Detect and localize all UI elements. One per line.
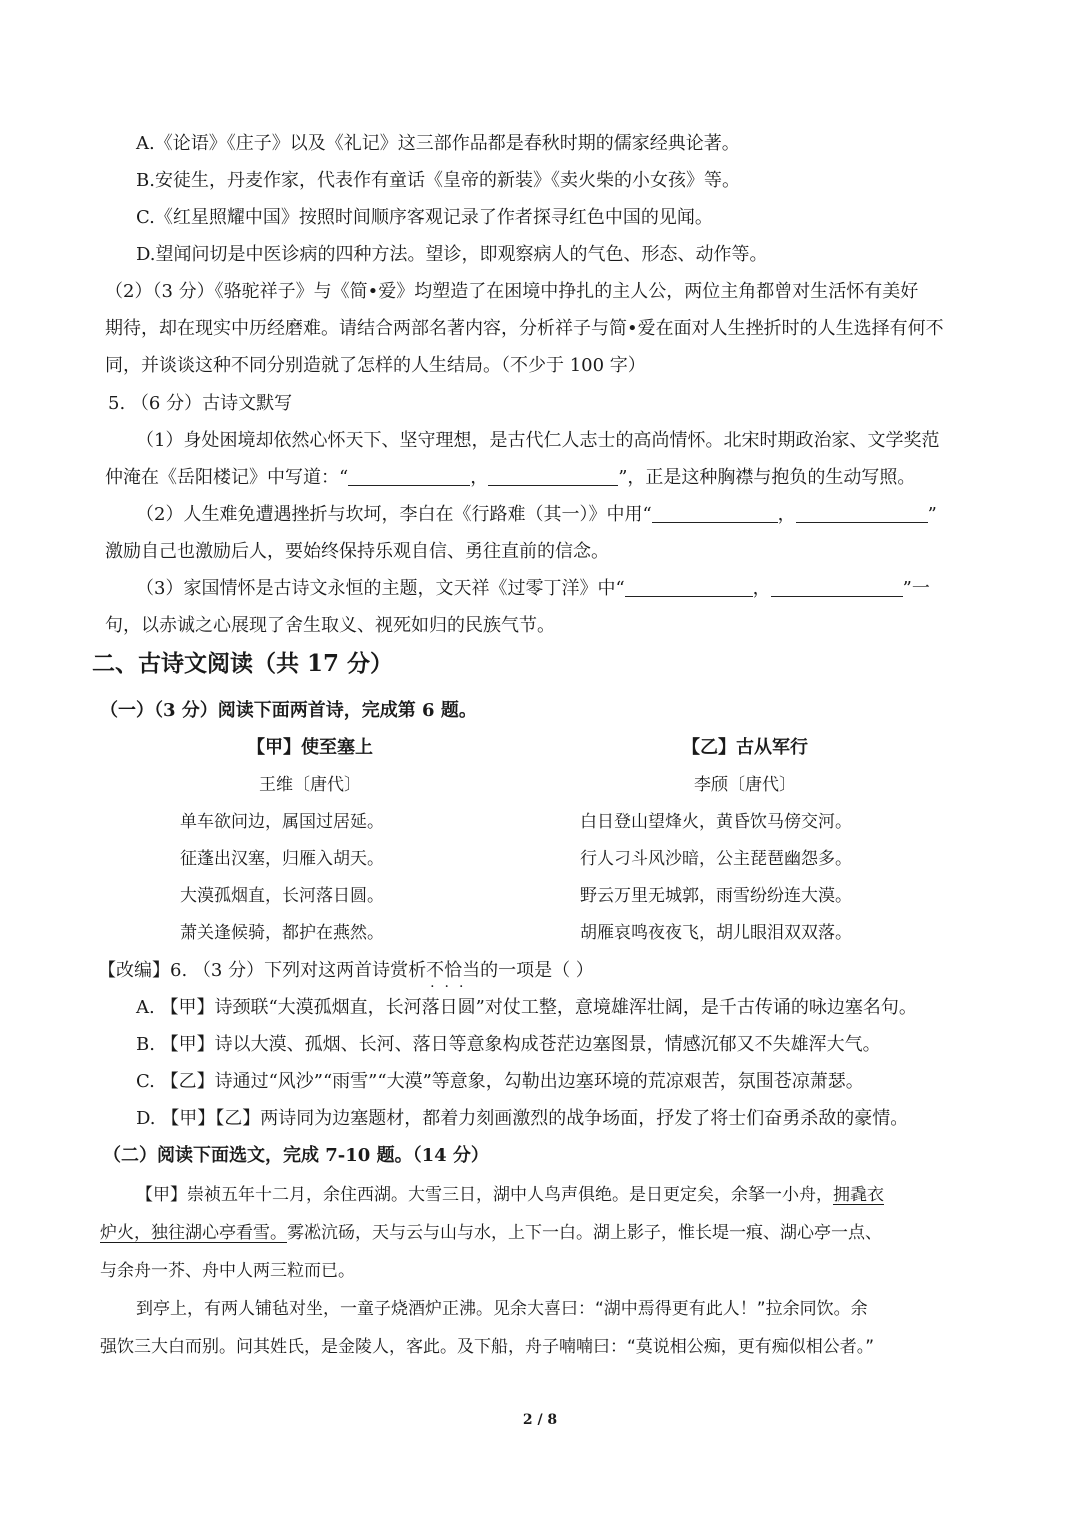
q4-2-line1: （2）（3 分）《骆驼祥子》与《简•爱》均塑造了在困境中挣扎的主人公，两位主角都曾对生活怀有美好 <box>105 281 919 302</box>
q5-p1-line1: （1）身处困境却依然心怀天下、坚守理想，是古代仁人志士的高尚情怀。北宋时期政治家、文学奖范 <box>136 430 940 451</box>
poem-b-author: 李颀〔唐代〕 <box>694 775 796 795</box>
q6-option-d: D. 【甲】【乙】两诗同为边塞题材，都着力刻画激烈的战争场面，抒发了将士们奋勇杀敌的豪情。 <box>136 1108 909 1129</box>
poem-b-line: 白日登山望烽火，黄昏饮马傍交河。 <box>580 812 852 832</box>
answer-blank-4[interactable] <box>796 502 928 523</box>
poem-a-line: 征蓬出汉塞，归雁入胡天。 <box>180 849 384 869</box>
poem-b-line: 行人刁斗风沙暗，公主琵琶幽怨多。 <box>580 849 852 869</box>
poem-b <box>580 735 910 946</box>
page-number: 2 / 8 <box>522 1412 558 1428</box>
poem-b-title: 【乙】古从军行 <box>682 737 808 758</box>
q6-option-a: A. 【甲】诗颈联“大漠孤烟直，长河落日圆”对仗工整，意境雄浑壮阔，是千古传诵的咏边塞名句。 <box>136 997 917 1018</box>
passage-line5: 强饮三大白而别。问其姓氏，是金陵人，客此。及下船，舟子喃喃曰：“莫说相公痴，更有痴似相公者。” <box>100 1337 875 1357</box>
q5-p2-line1: （2）人生难免遭遇挫折与坎坷，李白在《行路难（其一）》中用“ ， ” <box>136 504 937 525</box>
section-title: 二、古诗文阅读（共 17 分） <box>92 650 394 677</box>
q4-2-line3: 同，并谈谈这种不同分别造就了怎样的人生结局。（不少于 100 字） <box>105 355 646 376</box>
q6-stem: 【改编】6. （3 分）下列对这两首诗赏析不恰当 · · ·的一项是（ ） <box>98 958 594 984</box>
q5-p3-line2: 句，以赤诚之心展现了舍生取义、视死如归的民族气节。 <box>105 615 555 636</box>
q5-p3-line1: （3）家国情怀是古诗文永恒的主题，文天祥《过零丁洋》中“ ， ”一 <box>136 578 930 599</box>
part2-title: （二）阅读下面选文，完成 7-10 题。（14 分） <box>103 1145 489 1166</box>
passage-line3: 与余舟一芥、舟中人两三粒而已。 <box>100 1261 355 1281</box>
answer-blank-3[interactable] <box>652 502 778 523</box>
poem-a-line: 萧关逢候骑，都护在燕然。 <box>180 923 384 943</box>
passage-line2: 炉火，独往湖心亭看雪。雾凇沆砀，天与云与山与水，上下一白。湖上影子，惟长堤一痕、湖心亭一点、 <box>100 1223 882 1243</box>
part1-title: （一）（3 分）阅读下面两首诗，完成第 6 题。 <box>100 700 477 721</box>
answer-blank-1[interactable] <box>348 465 470 486</box>
poem-a-line: 大漠孤烟直，长河落日圆。 <box>180 886 384 906</box>
q4-2-line2: 期待，却在现实中历经磨难。请结合两部名著内容，分析祥子与简•爱在面对人生挫折时的人生选择有何不 <box>105 318 944 339</box>
passage-line4: 到亭上，有两人铺毡对坐，一童子烧酒炉正沸。见余大喜曰：“湖中焉得更有此人！”拉余同饮。余 <box>136 1299 868 1319</box>
option-b: B.安徒生，丹麦作家，代表作有童话《皇帝的新装》《卖火柴的小女孩》等。 <box>136 170 740 191</box>
poem-a <box>180 735 440 946</box>
option-a: A.《论语》《庄子》以及《礼记》这三部作品都是春秋时期的儒家经典论著。 <box>136 133 740 154</box>
q5-p2-line2: 激励自己也激励后人，要始终保持乐观自信、勇往直前的信念。 <box>105 541 609 562</box>
passage-line1: 【甲】崇祯五年十二月，余住西湖。大雪三日，湖中人鸟声俱绝。是日更定矣，余拏一小舟，拥毳衣 <box>136 1185 884 1205</box>
option-c: C.《红星照耀中国》按照时间顺序客观记录了作者探寻红色中国的见闻。 <box>136 207 713 228</box>
answer-blank-2[interactable] <box>488 465 618 486</box>
q6-option-b: B. 【甲】诗以大漠、孤烟、长河、落日等意象构成苍茫边塞图景，情感沉郁又不失雄浑大气。 <box>136 1034 881 1055</box>
option-d: D.望闻问切是中医诊病的四种方法。望诊，即观察病人的气色、形态、动作等。 <box>136 244 768 265</box>
q5-p1-line2: 仲淹在《岳阳楼记》中写道：“ ， ”，正是这种胸襟与抱负的生动写照。 <box>105 467 916 488</box>
poem-b-line: 胡雁哀鸣夜夜飞，胡儿眼泪双双落。 <box>580 923 852 943</box>
q5-title: 5. （6 分）古诗文默写 <box>108 393 293 414</box>
poem-a-line: 单车欲问边，属国过居延。 <box>180 812 384 832</box>
q6-option-c: C. 【乙】诗通过“风沙”“雨雪”“大漠”等意象，勾勒出边塞环境的荒凉艰苦，氛围苍凉萧瑟。 <box>136 1071 864 1092</box>
answer-blank-6[interactable] <box>771 576 903 597</box>
poem-a-author: 王维〔唐代〕 <box>259 775 361 795</box>
poem-a-title: 【甲】使至塞上 <box>247 737 373 758</box>
poem-b-line: 野云万里无城郭，雨雪纷纷连大漠。 <box>580 886 852 906</box>
answer-blank-5[interactable] <box>625 576 753 597</box>
